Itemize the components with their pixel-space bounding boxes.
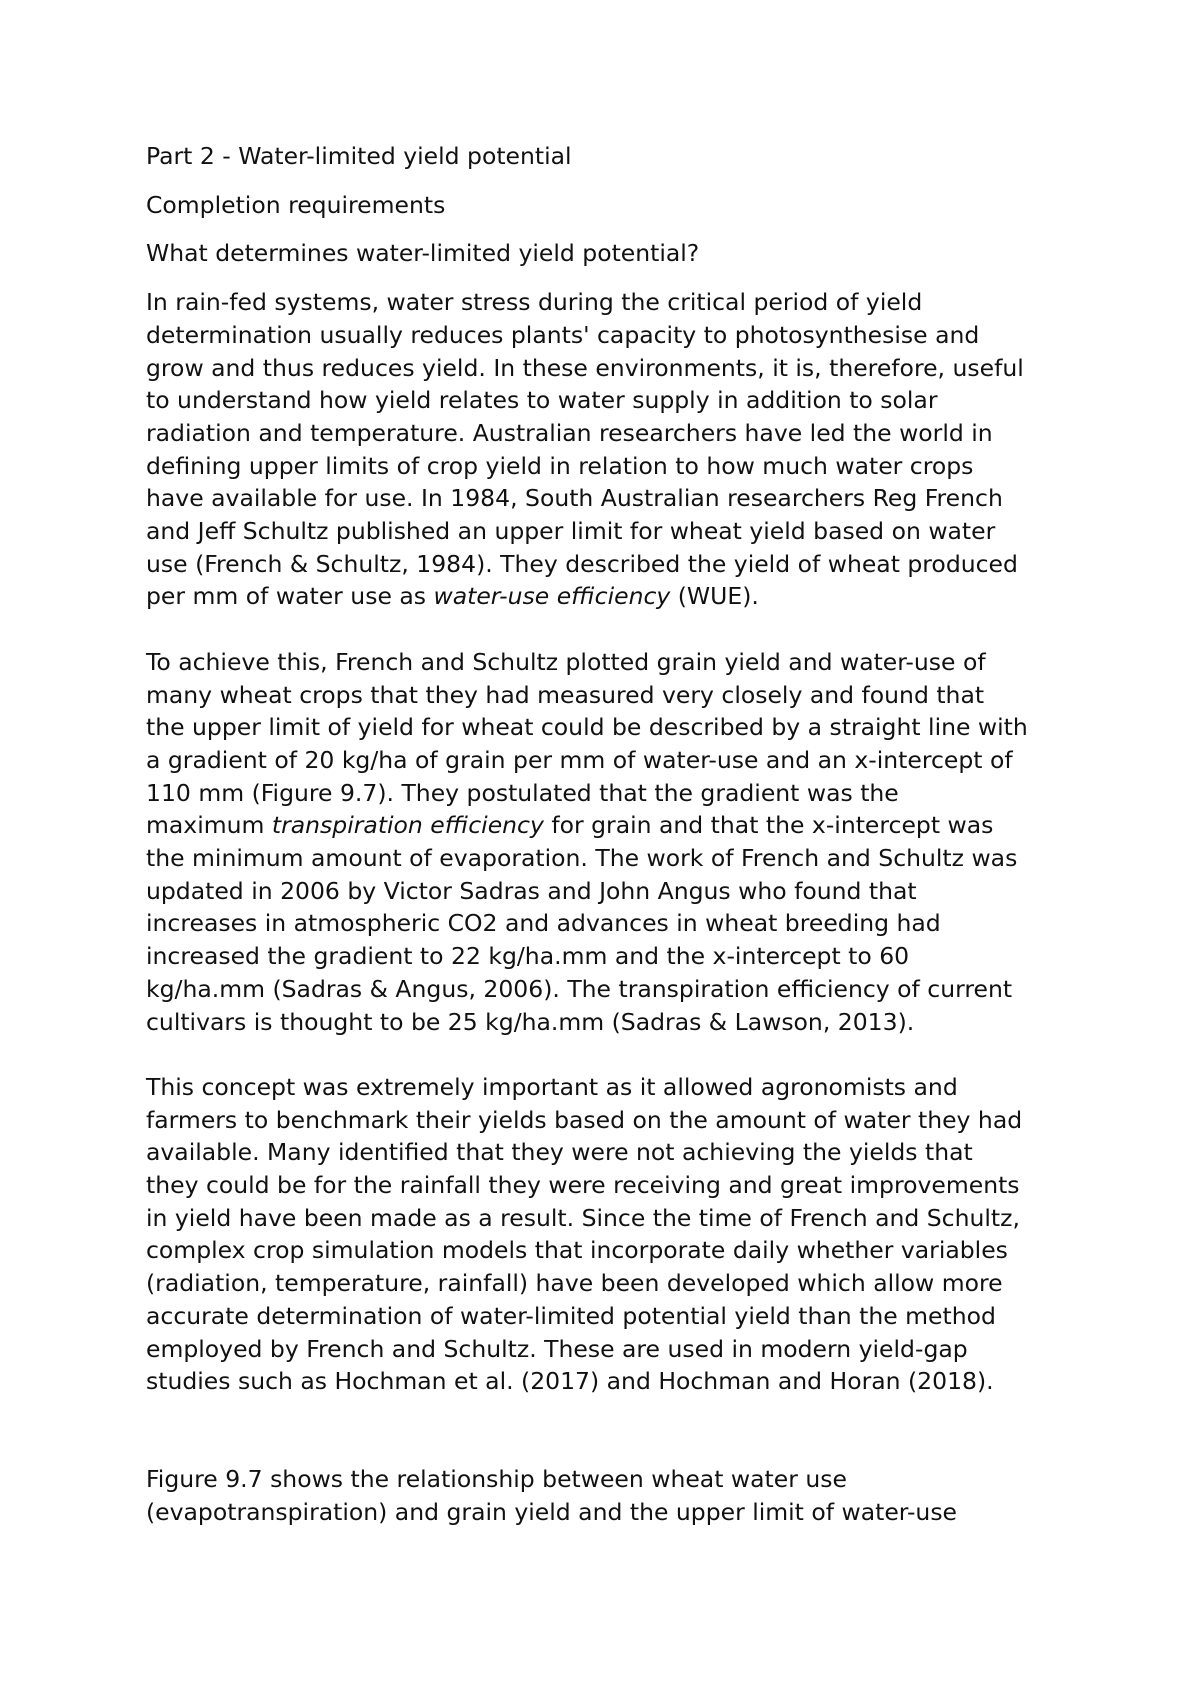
page-title: Part 2 - Water-limited yield potential <box>146 142 572 170</box>
section-heading: What determines water-limited yield potential? <box>146 239 700 268</box>
term-transpiration-efficiency: transpiration efficiency <box>271 811 544 840</box>
paragraph-french-schultz-text: To achieve this, French and Schultz plotted grain yield and water-use of many wheat crops that they had measured very closely and found that the upper limit of yield for wheat could be described by a straight line with a gradient of 20 kg/ha of grain per mm of water-use and an x-intercept of 110 mm (Figure 9.7). They postulated that the gradient was the maximum <box>146 647 1028 840</box>
paragraph-intro-end: (WUE). <box>670 582 759 611</box>
term-water-use-efficiency: water-use efficiency <box>433 582 671 611</box>
paragraph-french-schultz-end: for grain and that the x-intercept was the minimum amount of evaporation. The work of French and Schultz was updated in 2006 by Victor Sadras and John Angus who found that increases in atmospheric CO2 and advances in wheat breeding had increased the gradient to 22 kg/ha.mm and the x-intercept to 60 kg/ha.mm (Sadras & Angus, 2006). The transpiration efficiency of current cultivars is thought to be 25 kg/ha.mm (Sadras & Lawson, 2013). <box>146 811 1018 1036</box>
completion-requirements-label: Completion requirements <box>146 190 446 219</box>
paragraph-french-schultz <box>146 646 1066 1038</box>
paragraph-benchmark: This concept was extremely important as it allowed agronomists and farmers to benchmark their yields based on the amount of water they had available. Many identified that they were not achieving the yields that they could be for the rainfall they were receiving and great improvements in yield have been made as a result. Since the time of French and Schultz, complex crop simulation models that incorporate daily whether variables (radiation, temperature, rainfall) have been developed which allow more accurate determination of water-limited potential yield than the method employed by French and Schultz. These are used in modern yield-gap studies such as Hochman et al. (2017) and Hochman and Horan (2018). <box>146 1072 1023 1396</box>
paragraph-intro-text: In rain-fed systems, water stress during the critical period of yield determination usually reduces plants' capacity to photosynthesise and grow and thus reduces yield. In these environments, it is, therefore, useful to understand how yield relates to water supply in addition to solar radiation and temperature. Australian researchers have led the world in defining upper limits of crop yield in relation to how much water crops have available for use. In 1984, South Australian researchers Reg French and Jeff Schultz published an upper limit for wheat yield based on water use (French & Schultz, 1984). They described the yield of wheat produced per mm of water use as <box>146 288 1024 611</box>
document-page <box>146 140 1066 1528</box>
paragraph-intro <box>146 286 1066 613</box>
paragraph-figure-reference: Figure 9.7 shows the relationship between wheat water use (evapotranspiration) and grain yield and the upper limit of water-use <box>146 1464 958 1526</box>
